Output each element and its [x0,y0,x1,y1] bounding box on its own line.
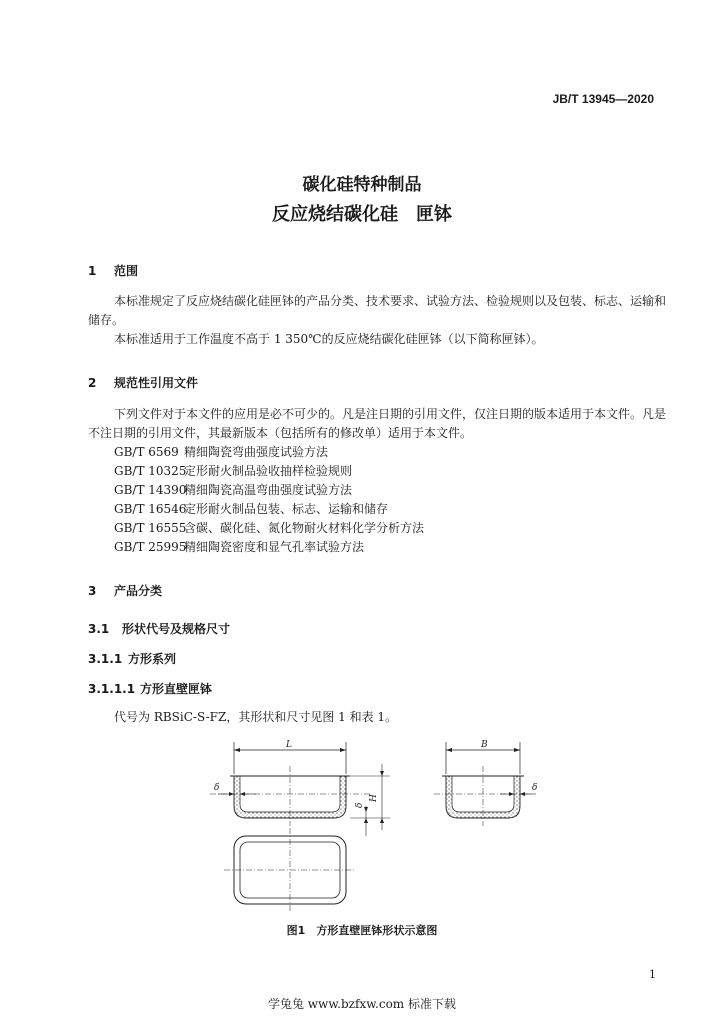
reference-item [114,462,352,481]
section-title: 形状代号及规格尺寸 [122,622,231,636]
subsection-3-1-1-heading [88,650,176,667]
dimension-label-L: L [286,740,292,750]
subsection-3-1-1-1-heading [88,680,212,697]
section-number: 2 [88,376,97,390]
reference-item [114,538,364,557]
reference-code: GB/T 16546 [114,502,187,516]
dimension-label-H: H [369,794,379,802]
section-3-heading [88,582,162,599]
dimension-label-B: B [481,740,488,750]
section-number: 3.1 [88,622,110,636]
section-title: 方形直壁匣钵 [140,682,213,696]
section-title: 范围 [114,264,139,278]
reference-item [114,481,352,500]
section-1-heading [88,262,138,279]
side-section-view [434,740,537,826]
reference-title: 含碳、碳化硅、氮化物耐火材料化学分析方法 [184,521,425,535]
reference-item [114,443,328,462]
standard-code: JB/T 13945—2020 [552,92,654,106]
reference-title: 定形耐火制品包装、标志、运输和储存 [184,502,389,516]
reference-item [114,519,424,538]
reference-title: 精细陶瓷高温弯曲强度试验方法 [184,483,353,497]
scope-paragraph-2: 本标准适用于工作温度不高于 1 350℃的反应烧结碳化硅匣钵（以下简称匣钵）。 [114,332,544,346]
reference-code: GB/T 16555 [114,521,187,535]
reference-title: 精细陶瓷密度和显气孔率试验方法 [184,540,365,554]
reference-code: GB/T 10325 [114,464,187,478]
section-number: 1 [88,264,97,278]
reference-code: GB/T 25995 [114,540,187,554]
reference-code: GB/T 6569 [114,445,179,459]
section-title: 方形系列 [128,652,177,666]
watermark-footer: 学兔兔 www.bzfxw.com 标准下载 [267,997,457,1011]
reference-title: 精细陶瓷弯曲强度试验方法 [184,445,329,459]
front-section-view [210,740,390,836]
top-plan-view [224,828,356,912]
reference-item [114,500,388,519]
section-number: 3.1.1.1 [88,682,136,696]
reference-title: 定形耐火制品验收抽样检验规则 [184,464,353,478]
document-title-line1: 碳化硅特种制品 [302,175,422,195]
scope-paragraph-1: 本标准规定了反应烧结碳化硅匣钵的产品分类、技术要求、试验方法、检验规则以及包装、标志、运输和储存。 [88,294,667,327]
code-paragraph: 代号为 RBSiC-S-FZ，其形状和尺寸见图 1 和表 1。 [114,710,398,724]
figure-caption: 图1 方形直壁匣钵形状示意图 [286,924,438,937]
section-2-heading [88,374,198,391]
document-title-line2: 反应烧结碳化硅 匣钵 [272,204,452,225]
section-title: 规范性引用文件 [114,376,199,390]
page-number: 1 [649,968,656,981]
figure-1-drawing [200,736,560,916]
section-title: 产品分类 [114,584,163,598]
dimension-label-delta-bottom: δ [355,802,365,808]
normative-refs-paragraph: 下列文件对于本文件的应用是必不可少的。凡是注日期的引用文件，仅注日期的版本适用于本文件。凡是不注日期的引用文件，其最新版本（包括所有的修改单）适用于本文件。 [88,407,667,440]
section-number: 3.1.1 [88,652,123,666]
reference-code: GB/T 14390 [114,483,187,497]
section-number: 3 [88,584,97,598]
dimension-label-delta-right: δ [532,783,538,793]
dimension-label-delta-left: δ [214,783,220,793]
subsection-3-1-heading [88,620,230,637]
